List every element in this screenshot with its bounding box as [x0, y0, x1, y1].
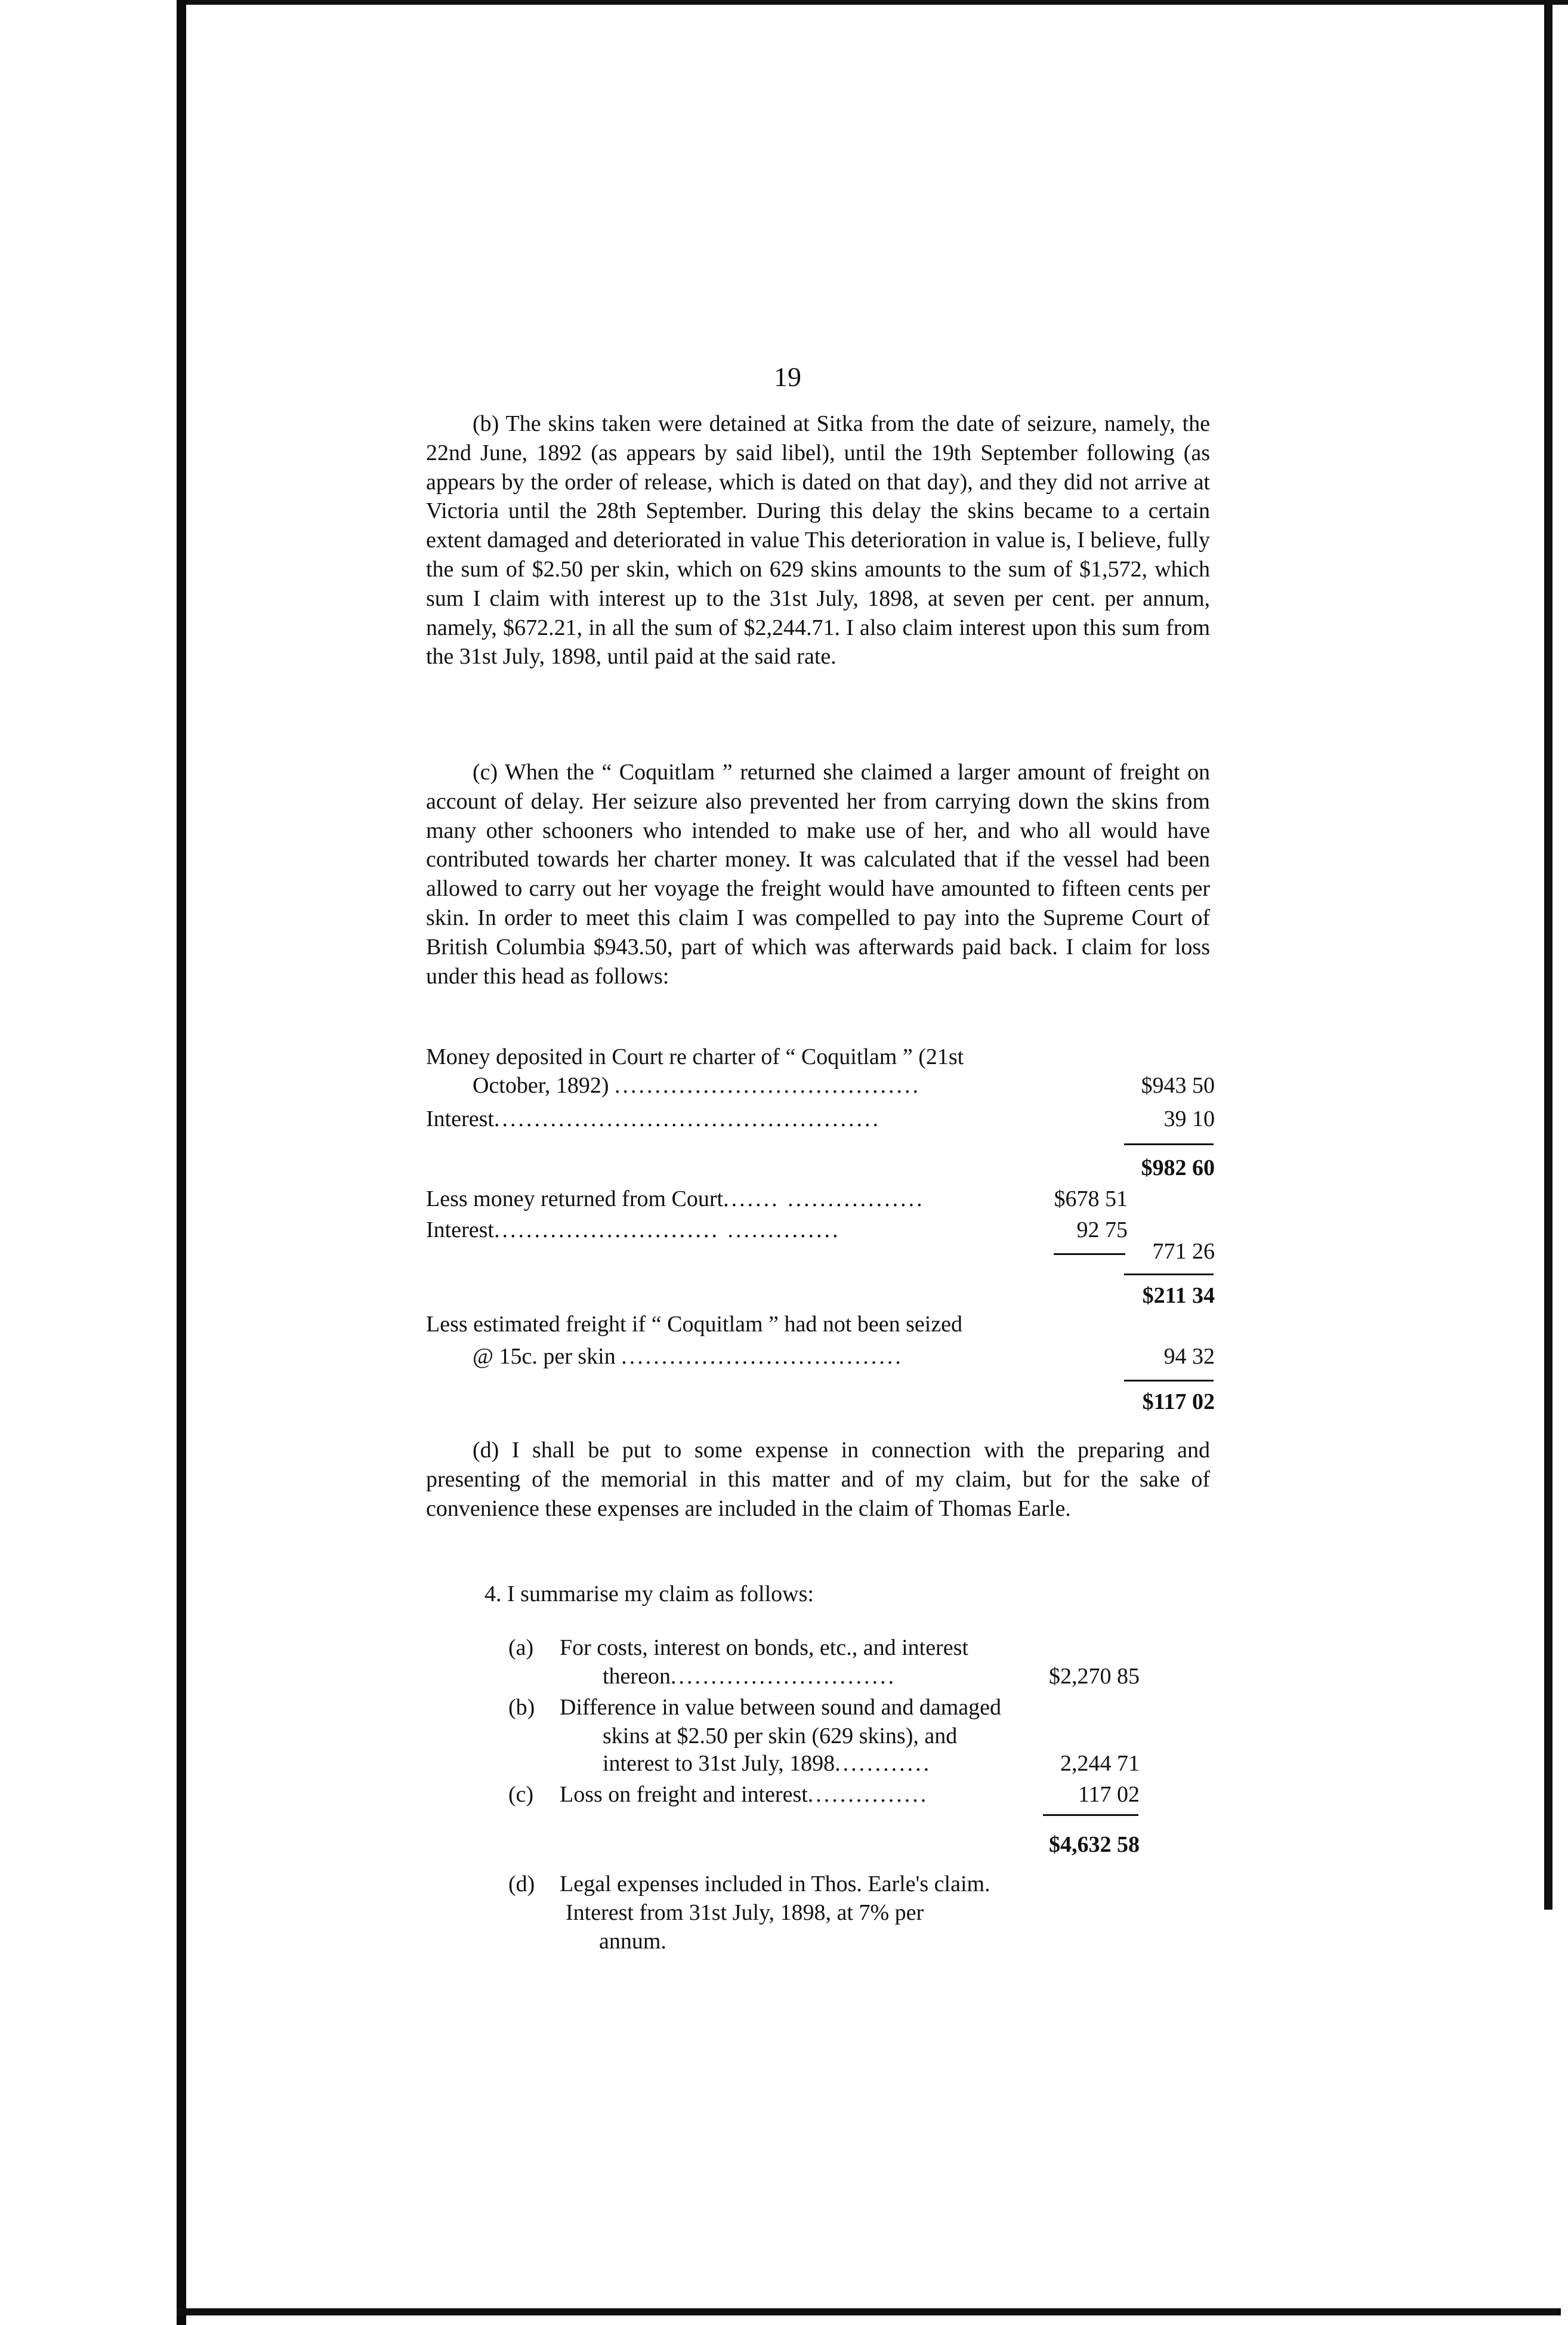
scan-border-right [1544, 0, 1552, 1910]
sum-rule-3 [1124, 1273, 1214, 1275]
account-line-1b: October, 1892) ...................................... [473, 1073, 921, 1098]
account-line-5b: @ 15c. per skin ................................... [473, 1344, 903, 1369]
account-amount-3: $678 51 [1054, 1186, 1128, 1211]
account-amount-4-total: 771 26 [1152, 1239, 1215, 1264]
scan-border-left [177, 0, 186, 2325]
summary-b-amount: 2,244 71 [1060, 1751, 1140, 1776]
summary-b-line-3: interest to 31st July, 1898............ [603, 1751, 932, 1776]
summary-d-label: (d) [508, 1871, 535, 1897]
paragraph-c: (c) When the “ Coquitlam ” returned she claimed a larger amount of freight on account of delay. Her seizure also prevented her from carrying down the skins from many other schooners who intended to make use of her, and who all would have contributed towards her charter money. It was calculated that if the vessel had been allowed to carry out her voyage the freight would have amounted to fifteen cents per skin. In order to meet this claim I was compelled to pay into the Supreme Court of British Columbia $943.50, part of which was afterwards paid back. I claim for loss under this head as follows: [426, 760, 1210, 989]
account-line-3: Less money returned from Court....... ................. [426, 1186, 925, 1211]
summary-sum-rule [1043, 1814, 1138, 1816]
summary-c-line-1: Loss on freight and interest............... [560, 1782, 929, 1807]
summary-c-amount: 117 02 [1078, 1782, 1140, 1807]
subtotal-1: $982 60 [1141, 1155, 1215, 1180]
account-total: $117 02 [1142, 1389, 1215, 1414]
summary-a-line-2: thereon............................ [603, 1664, 896, 1689]
paragraph-d: (d) I shall be put to some expense in connection with the preparing and presenting of the memorial in this matter and of my claim, but for the sake of convenience these expenses are included in the claim of Thomas Earle. [426, 1438, 1210, 1521]
sum-rule-1 [1124, 1143, 1214, 1145]
account-amount-4: 92 75 [1076, 1217, 1128, 1242]
summary-a-amount: $2,270 85 [1049, 1664, 1140, 1689]
account-line-4: Interest............................ .............. [426, 1217, 841, 1242]
page-margin [0, 0, 179, 2325]
summary-b-label: (b) [508, 1695, 535, 1720]
summary-d-line-2: Interest from 31st July, 1898, at 7% per [566, 1900, 924, 1925]
sum-rule-4 [1124, 1380, 1214, 1382]
scan-border-gap [1554, 979, 1567, 1050]
summary-b-line-2: skins at $2.50 per skin (629 skins), and [603, 1723, 958, 1749]
summary-d-line-1: Legal expenses included in Thos. Earle's claim. [560, 1871, 990, 1897]
summary-heading: 4. I summarise my claim as follows: [484, 1581, 814, 1606]
scan-border-top [186, 0, 1568, 5]
account-line-2: Interest................................................ [426, 1106, 881, 1131]
paragraph-b: (b) The skins taken were detained at Sitka from the date of seizure, namely, the 22nd June, 1892 (as appears by said libel), until the 19th September following (as appears by the order of release, which is dated on that day), and they did not arrive at Victoria until the 28th September. During this delay the skins became to a certain extent damaged and deteriorated in value This deterioration in value is, I believe, fully the sum of $2.50 per skin, which on 629 skins amounts to the sum of $1,572, which sum I claim with interest up to the 31st July, 1898, at seven per cent. per annum, namely, $672.21, in all the sum of $2,244.71. I also claim interest upon this sum from the 31st July, 1898, until paid at the said rate. [426, 411, 1210, 670]
subtotal-2: $211 34 [1142, 1283, 1215, 1308]
summary-a-line-1: For costs, interest on bonds, etc., and interest [560, 1635, 968, 1660]
scan-border-bottom [177, 2308, 1561, 2315]
account-amount-5: 94 32 [1163, 1344, 1215, 1369]
page-number: 19 [774, 362, 801, 392]
account-amount-2: 39 10 [1163, 1106, 1215, 1131]
summary-total: $4,632 58 [1049, 1832, 1140, 1857]
account-amount-1: $943 50 [1141, 1073, 1215, 1098]
summary-c-label: (c) [508, 1782, 534, 1807]
account-line-1a: Money deposited in Court re charter of “ Coquitlam ” (21st [426, 1044, 964, 1069]
summary-a-label: (a) [508, 1635, 534, 1660]
summary-d-line-3: annum. [599, 1929, 666, 1954]
account-line-5a: Less estimated freight if “ Coquitlam ” had not been seized [426, 1312, 963, 1337]
summary-b-line-1: Difference in value between sound and damaged [560, 1695, 1001, 1720]
